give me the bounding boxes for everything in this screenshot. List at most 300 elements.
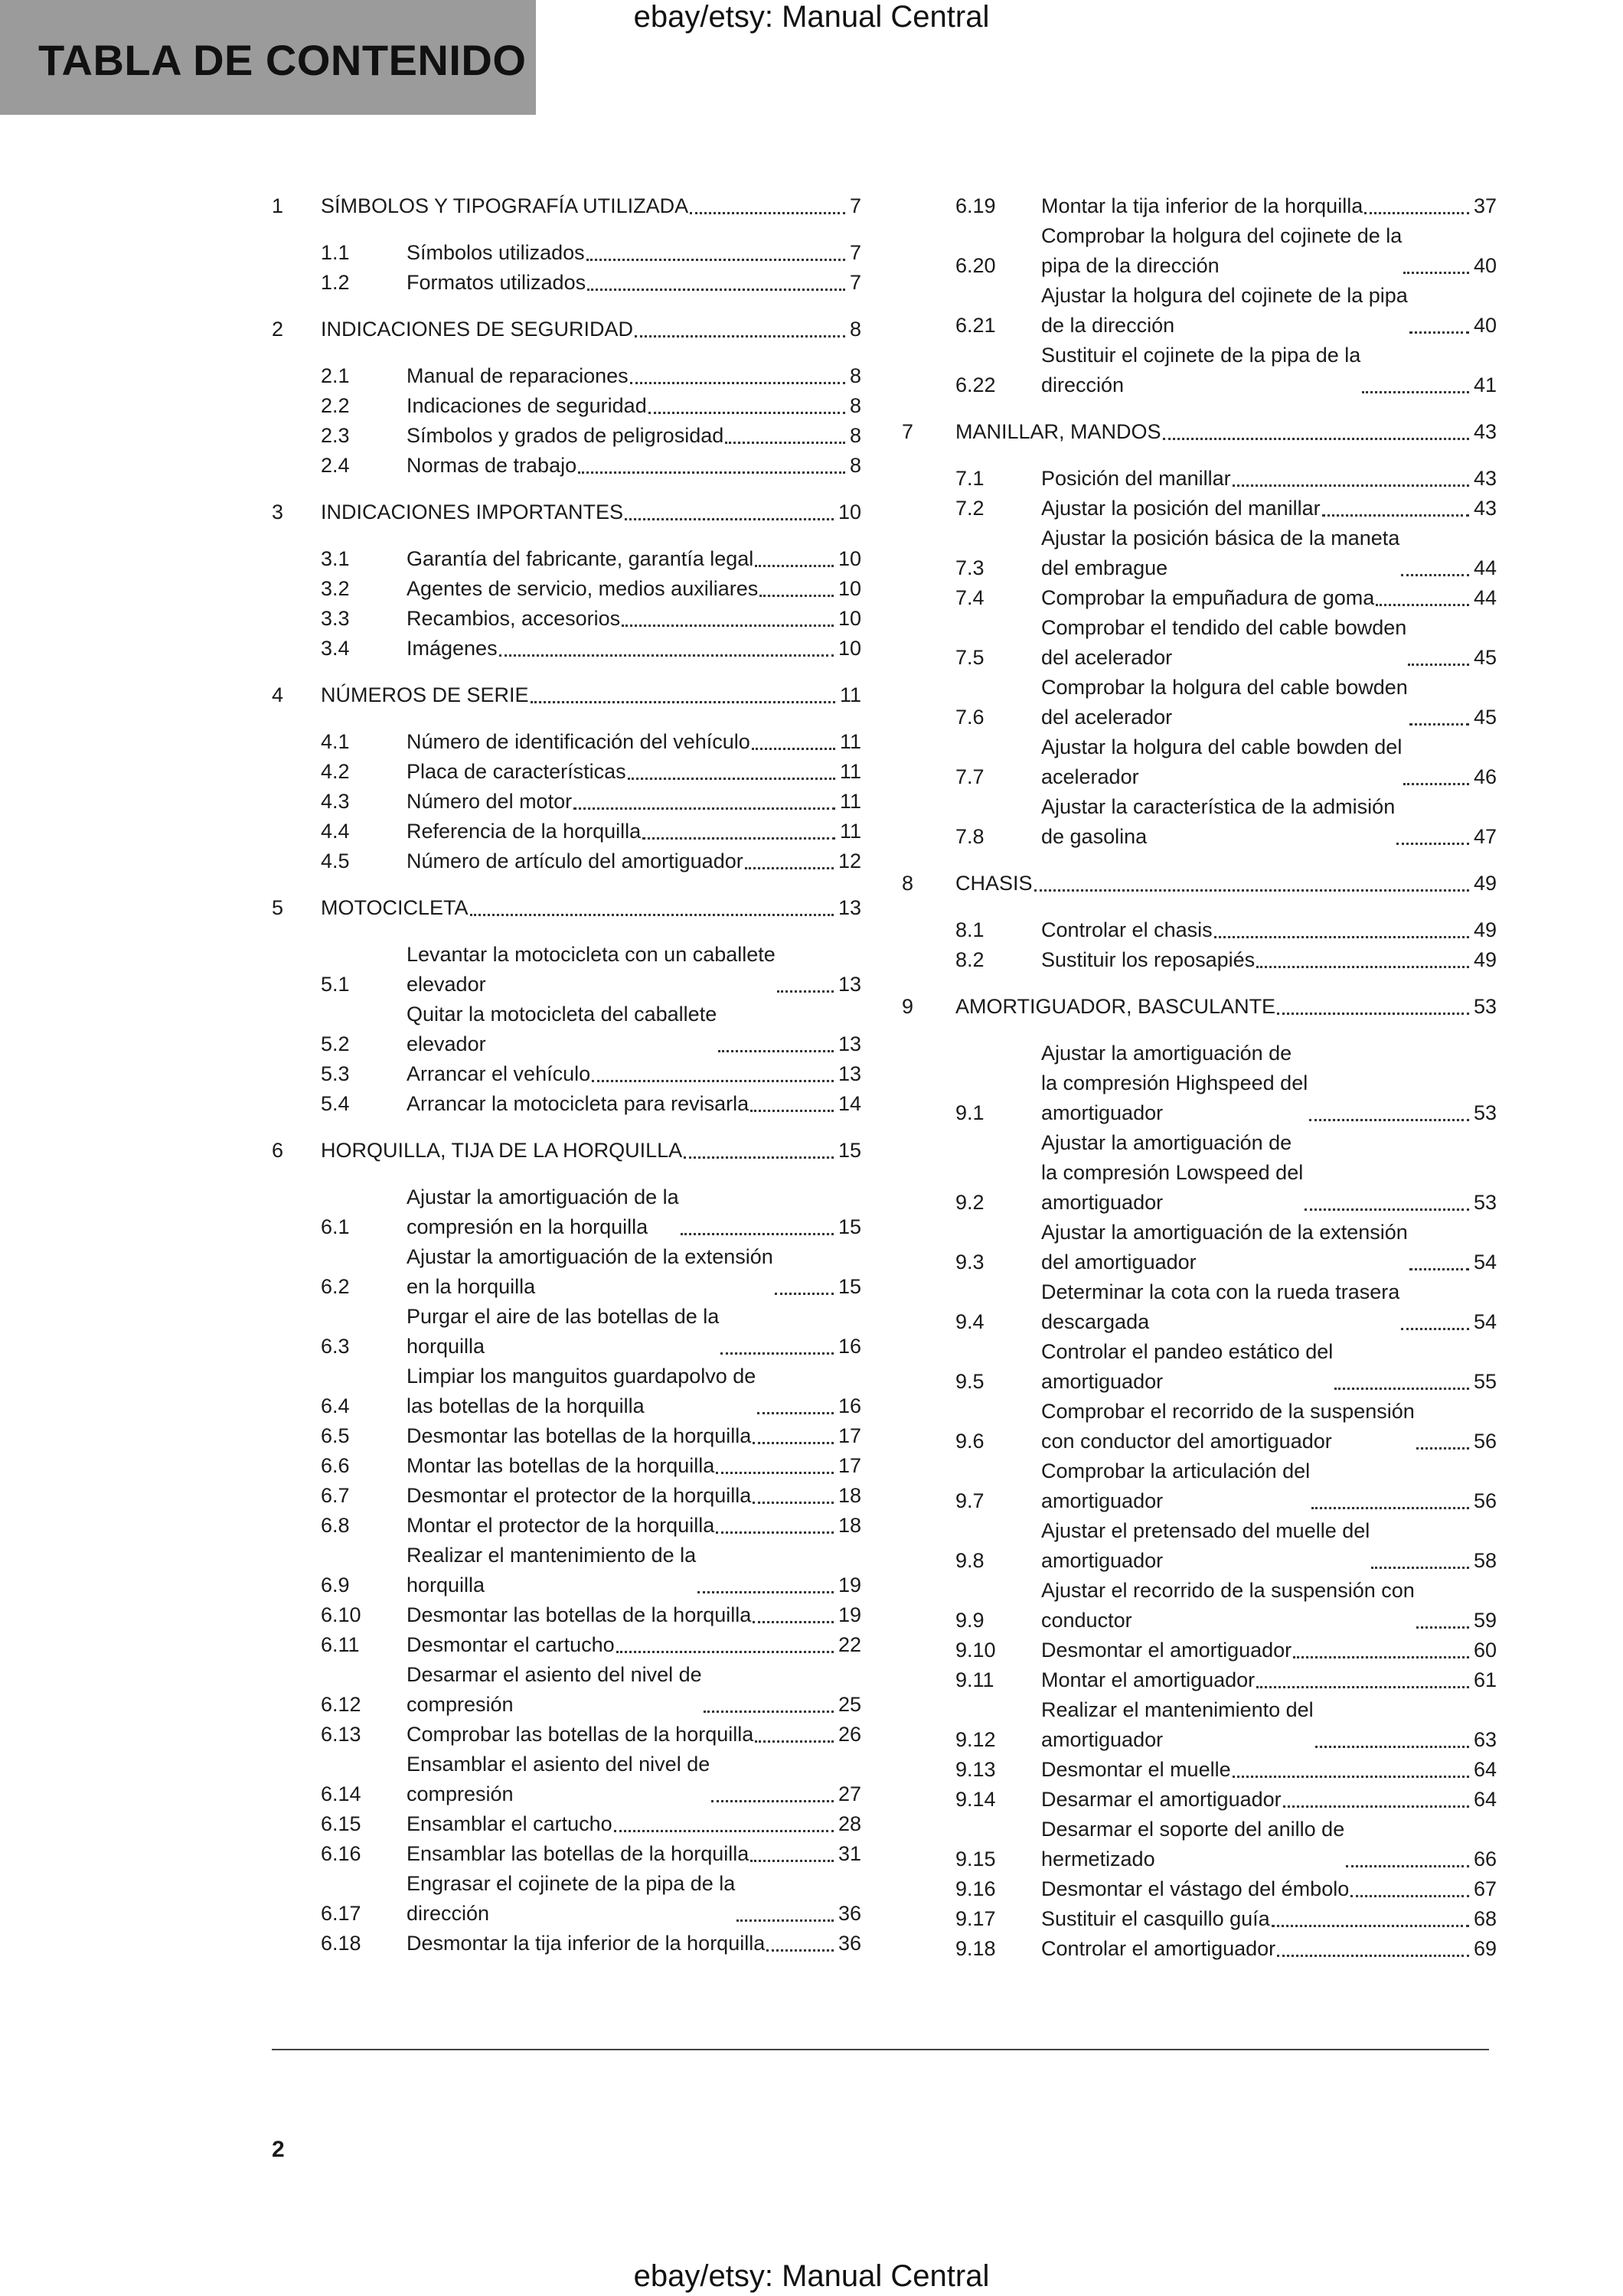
dot-leader [499,654,834,657]
toc-entry-title-line: amortiguador [1041,1489,1164,1512]
dot-leader [704,1711,834,1713]
toc-entry-title [321,893,469,923]
dot-leader [725,442,845,444]
toc-entry-page: 49 [1473,948,1497,971]
toc-entry-number: 4.4 [321,820,350,843]
toc-entry-page: 26 [838,1723,861,1746]
toc-section-entry[interactable] [272,1481,861,1511]
toc-entry-title-line: Ajustar la amortiguación de [1041,1131,1292,1154]
toc-entry-number: 6.8 [321,1514,350,1537]
toc-section-entry[interactable] [902,792,1497,852]
toc-entry-title-line: de gasolina [1041,825,1148,848]
toc-entry-title-line: en la horquilla [407,1275,536,1298]
toc-entry-title-line: Ajustar la característica de la admisión [1041,795,1396,818]
dot-leader [1214,936,1469,938]
toc-entry-title-line: dirección [407,1902,490,1925]
toc-section-entry[interactable] [902,1785,1497,1815]
dot-leader [628,778,835,780]
dot-leader [716,1531,834,1534]
toc-entry-title [1041,1218,1408,1277]
toc-entry-number: 9.13 [955,1758,996,1781]
toc-entry-title-line: Desarmar el amortiguador [1041,1788,1282,1811]
toc-entry-page: 10 [838,501,861,523]
dot-leader [1311,1507,1469,1509]
toc-entry-title [1041,732,1402,792]
toc-entry-page: 53 [1473,1101,1497,1124]
toc-entry-title [407,1451,714,1481]
toc-chapter-entry[interactable] [272,1136,861,1166]
toc-section-entry[interactable] [272,940,861,1000]
toc-section-entry[interactable] [902,1665,1497,1695]
toc-section-entry[interactable] [272,421,861,451]
toc-column-right [902,191,1497,1964]
toc-entry-number: 7.6 [955,706,985,729]
toc-entry-title [1041,221,1402,281]
toc-entry-title-line: AMORTIGUADOR, BASCULANTE [955,995,1276,1018]
toc-section-entry[interactable] [272,1929,861,1958]
toc-entry-title-line: Ensamblar las botellas de la horquilla [407,1842,749,1865]
toc-entry-page: 67 [1473,1877,1497,1900]
toc-entry-page: 54 [1473,1251,1497,1274]
toc-entry-title [321,680,529,710]
toc-entry-title-line: la compresión Highspeed del [1041,1071,1308,1094]
toc-entry-number: 6.1 [321,1215,350,1238]
toc-entry-title [321,315,633,344]
toc-section-entry[interactable] [902,281,1497,341]
toc-entry-number: 9.4 [955,1310,985,1333]
toc-entry-number: 9.9 [955,1609,985,1632]
toc-entry-title [407,1242,773,1302]
toc-entry-title [407,817,641,846]
toc-section-entry[interactable] [272,1541,861,1600]
toc-entry-page: 8 [849,394,861,417]
toc-section-entry[interactable] [902,1904,1497,1934]
toc-entry-title [407,1929,765,1958]
toc-section-entry[interactable] [902,1516,1497,1576]
dot-leader [684,1156,834,1159]
toc-entry-title-line: compresión [407,1782,514,1805]
toc-entry-page: 53 [1473,995,1497,1018]
toc-entry-page: 11 [839,790,861,813]
toc-section-entry[interactable] [272,1000,861,1059]
dot-leader [1293,1656,1469,1658]
dot-leader [1416,1626,1469,1629]
toc-entry-number: 6.12 [321,1693,361,1716]
toc-section-entry[interactable] [272,604,861,634]
toc-entry-number: 1.2 [321,271,350,294]
toc-section-entry[interactable] [272,574,861,604]
toc-chapter-entry[interactable] [272,315,861,344]
toc-section-entry[interactable] [272,1089,861,1119]
dot-leader [775,1293,834,1295]
page-title: TABLA DE CONTENIDO [38,36,527,84]
toc-entry-number: 4 [272,683,284,706]
toc-entry-title [407,1720,753,1750]
toc-entry-page: 13 [838,896,861,919]
toc-entry-title-line: Desmontar las botellas de la horquilla [407,1603,752,1626]
toc-section-entry[interactable] [272,451,861,481]
toc-entry-title-line: Normas de trabajo [407,454,577,477]
toc-column-left [272,191,861,1958]
toc-entry-number: 8.2 [955,948,985,971]
toc-section-entry[interactable] [902,583,1497,613]
toc-entry-page: 44 [1473,586,1497,609]
dot-leader [1408,664,1469,666]
toc-entry-page: 25 [838,1693,861,1716]
toc-entry-title [1041,1665,1255,1695]
toc-section-entry[interactable] [272,268,861,298]
toc-section-entry[interactable] [902,1277,1497,1337]
toc-section-entry[interactable] [272,361,861,391]
dot-leader [1403,272,1469,274]
toc-section-entry[interactable] [272,634,861,664]
toc-section-entry[interactable] [902,945,1497,975]
toc-entry-page: 49 [1473,918,1497,941]
toc-entry-title-line: Comprobar la holgura del cable bowden [1041,676,1408,699]
dot-leader [1309,1119,1469,1121]
toc-entry-number: 4.5 [321,850,350,872]
toc-entry-title-line: elevador [407,1032,486,1055]
toc-section-entry[interactable] [272,391,861,421]
toc-section-entry[interactable] [272,846,861,876]
dot-leader [753,1502,834,1504]
toc-section-entry[interactable] [272,1720,861,1750]
dot-leader [1376,604,1469,606]
toc-section-entry[interactable] [902,1397,1497,1456]
toc-section-entry[interactable] [902,341,1497,400]
toc-section-entry[interactable] [272,544,861,574]
toc-entry-number: 6.18 [321,1932,361,1955]
dot-leader [1272,1925,1469,1927]
toc-entry-number: 4.2 [321,760,350,783]
toc-entry-title [407,1089,749,1119]
toc-entry-title-line: elevador [407,973,486,996]
toc-entry-page: 10 [838,547,861,570]
dot-leader [642,837,835,840]
toc-entry-number: 5.4 [321,1092,350,1115]
toc-entry-title-line: Indicaciones de seguridad [407,394,647,417]
dot-leader [1256,966,1469,968]
toc-section-entry[interactable] [272,1059,861,1089]
toc-entry-number: 6.15 [321,1812,361,1835]
toc-entry-title-line: compresión [407,1693,514,1716]
toc-entry-number: 9.1 [955,1101,985,1124]
toc-section-entry[interactable] [902,494,1497,523]
toc-entry-title-line: Sustituir los reposapiés [1041,948,1256,971]
toc-section-entry[interactable] [272,1242,861,1302]
toc-entry-number: 8.1 [955,918,985,941]
dot-leader [573,807,835,810]
toc-section-entry[interactable] [902,613,1497,673]
toc-entry-title-line: Manual de reparaciones [407,364,629,387]
toc-section-entry[interactable] [902,1815,1497,1874]
toc-section-entry[interactable] [902,732,1497,792]
dot-leader [1034,889,1469,892]
toc-section-entry[interactable] [272,727,861,757]
toc-entry-number: 6.7 [321,1484,350,1507]
toc-entry-page: 8 [849,454,861,477]
toc-entry-page: 19 [838,1574,861,1596]
toc-entry-title-line: Levantar la motocicleta con un caballete [407,943,776,966]
toc-entry-title [407,361,629,391]
toc-entry-title [407,1182,679,1242]
toc-entry-page: 37 [1473,194,1497,217]
toc-entry-number: 5.1 [321,973,350,996]
toc-entry-title-line: Montar el amortiguador [1041,1668,1256,1691]
toc-entry-title [407,1302,719,1362]
toc-entry-page: 64 [1473,1758,1497,1781]
toc-entry-page: 47 [1473,825,1497,848]
toc-entry-number: 4.1 [321,730,350,753]
toc-entry-title-line: Referencia de la horquilla [407,820,642,843]
dot-leader [753,1621,834,1623]
toc-entry-page: 27 [838,1782,861,1805]
toc-entry-number: 4.3 [321,790,350,813]
toc-section-entry[interactable] [272,1421,861,1451]
toc-section-entry[interactable] [272,817,861,846]
toc-entry-title [1041,1277,1399,1337]
toc-entry-number: 9.8 [955,1549,985,1572]
toc-entry-page: 12 [838,850,861,872]
toc-entry-number: 9.3 [955,1251,985,1274]
toc-section-entry[interactable] [272,1630,861,1660]
dot-leader [681,1233,834,1235]
toc-entry-title-line: Comprobar el tendido del cable bowden [1041,616,1407,639]
toc-section-entry[interactable] [902,1636,1497,1665]
toc-section-entry[interactable] [902,1039,1497,1128]
toc-entry-title [1041,281,1408,341]
toc-entry-title [407,421,723,451]
toc-section-entry[interactable] [272,787,861,817]
toc-entry-title-line: Ajustar la posición básica de la maneta [1041,527,1400,550]
toc-entry-title-line: Desmontar las botellas de la horquilla [407,1424,752,1447]
toc-section-entry[interactable] [272,1839,861,1869]
toc-entry-title-line: hermetizado [1041,1848,1155,1870]
dot-leader [697,1591,834,1593]
toc-entry-title-line: INDICACIONES IMPORTANTES [321,501,624,523]
toc-entry-number: 9 [902,995,914,1018]
toc-section-entry[interactable] [902,1934,1497,1964]
dot-leader [1396,843,1469,845]
toc-entry-title [407,846,743,876]
toc-section-entry[interactable] [272,1302,861,1362]
toc-entry-page: 11 [839,683,861,706]
toc-section-entry[interactable] [902,1456,1497,1516]
dot-leader [635,335,845,338]
toc-entry-number: 6.17 [321,1902,361,1925]
toc-entry-number: 6 [272,1139,284,1162]
toc-entry-page: 59 [1473,1609,1497,1632]
dot-leader [531,701,835,703]
toc-entry-page: 11 [839,820,861,843]
toc-entry-number: 2.3 [321,424,350,447]
toc-entry-title-line: Desmontar el muelle [1041,1758,1231,1781]
toc-entry-title [1041,792,1395,852]
toc-chapter-entry[interactable] [902,417,1497,447]
toc-entry-title-line: Desarmar el soporte del anillo de [1041,1818,1345,1841]
toc-entry-number: 9.17 [955,1907,996,1930]
dot-leader [755,1740,834,1743]
dot-leader [736,1919,834,1922]
toc-section-entry[interactable] [902,1695,1497,1755]
toc-entry-title [1041,1815,1344,1874]
toc-entry-number: 8 [902,872,914,895]
toc-chapter-entry[interactable] [272,680,861,710]
toc-entry-page: 8 [849,318,861,341]
toc-entry-title-line: Controlar el chasis [1041,918,1213,941]
dot-leader [755,565,834,567]
toc-entry-title [407,268,586,298]
toc-section-entry[interactable] [272,1182,861,1242]
toc-entry-page: 10 [838,637,861,660]
toc-section-entry[interactable] [902,1874,1497,1904]
toc-section-entry[interactable] [902,221,1497,281]
toc-entry-page: 16 [838,1394,861,1417]
toc-chapter-entry[interactable] [902,869,1497,899]
toc-entry-title-line: del acelerador [1041,646,1173,669]
toc-entry-title-line: Realizar el mantenimiento del [1041,1698,1314,1721]
toc-entry-number: 9.7 [955,1489,985,1512]
toc-entry-page: 53 [1473,1191,1497,1214]
toc-entry-title-line: HORQUILLA, TIJA DE LA HORQUILLA [321,1139,683,1162]
toc-chapter-entry[interactable] [902,992,1497,1022]
dot-leader [716,1472,834,1474]
toc-entry-title-line: Controlar el pandeo estático del [1041,1340,1334,1363]
toc-section-entry[interactable] [902,1337,1497,1397]
dot-leader [1416,1447,1469,1450]
toc-entry-title [407,391,647,421]
toc-entry-page: 11 [839,730,861,753]
toc-section-entry[interactable] [902,915,1497,945]
toc-entry-title [1041,1785,1282,1815]
toc-entry-page: 40 [1473,254,1497,277]
toc-entry-title [407,1511,714,1541]
toc-entry-page: 22 [838,1633,861,1656]
toc-entry-title-line: Desarmar el asiento del nivel de [407,1663,702,1686]
dot-leader [586,259,845,261]
toc-chapter-entry[interactable] [272,497,861,527]
dot-leader [711,1800,834,1802]
toc-entry-page: 44 [1473,556,1497,579]
toc-entry-title-line: Formatos utilizados [407,271,586,294]
toc-section-entry[interactable] [272,1809,861,1839]
dot-leader [766,1949,834,1952]
dot-leader [1233,1776,1469,1778]
toc-entry-title [407,727,750,757]
page-number: 2 [272,2137,285,2162]
toc-chapter-entry[interactable] [272,893,861,923]
toc-entry-number: 6.2 [321,1275,350,1298]
toc-entry-number: 9.11 [955,1668,994,1691]
toc-entry-page: 15 [838,1215,861,1238]
toc-entry-title-line: Placa de características [407,760,626,783]
toc-entry-number: 9.2 [955,1191,985,1214]
toc-entry-title-line: amortiguador [1041,1101,1164,1124]
toc-entry-title-line: Ajustar la holgura del cable bowden del [1041,735,1403,758]
toc-entry-title [407,1600,751,1630]
toc-entry-number: 9.12 [955,1728,996,1751]
toc-entry-title [407,1059,590,1089]
toc-entry-title-line: INDICACIONES DE SEGURIDAD [321,318,634,341]
toc-entry-title [407,757,626,787]
toc-entry-title-line: Arrancar la motocicleta para revisarla [407,1092,749,1115]
toc-section-entry[interactable] [902,1755,1497,1785]
toc-entry-title [955,417,1161,447]
toc-section-entry[interactable] [272,1511,861,1541]
toc-section-entry[interactable] [272,757,861,787]
toc-section-entry[interactable] [272,1362,861,1421]
toc-entry-number: 5 [272,896,284,919]
toc-entry-title-line: conductor [1041,1609,1132,1632]
toc-section-entry[interactable] [272,1600,861,1630]
toc-section-entry[interactable] [272,1451,861,1481]
toc-entry-page: 18 [838,1484,861,1507]
toc-entry-page: 11 [839,760,861,783]
dot-leader [614,1830,834,1832]
toc-entry-title-line: las botellas de la horquilla [407,1394,645,1417]
dot-leader [470,914,834,916]
toc-entry-page: 68 [1473,1907,1497,1930]
toc-chapter-entry[interactable] [272,191,861,221]
toc-section-entry[interactable] [902,1218,1497,1277]
dot-leader [690,212,845,214]
toc-entry-number: 1 [272,194,284,217]
toc-entry-page: 13 [838,1062,861,1085]
toc-entry-page: 45 [1473,706,1497,729]
toc-entry-title-line: Número del motor [407,790,573,813]
toc-entry-title [407,1839,749,1869]
toc-entry-title-line: del acelerador [1041,706,1173,729]
dot-leader [1315,1746,1469,1748]
toc-entry-title-line: Montar las botellas de la horquilla [407,1454,715,1477]
dot-leader [625,518,834,520]
toc-entry-page: 13 [838,1032,861,1055]
toc-entry-title [1041,464,1231,494]
dot-leader [578,471,845,474]
toc-entry-page: 46 [1473,765,1497,788]
toc-entry-title [407,574,758,604]
toc-entry-title [407,787,572,817]
toc-section-entry[interactable] [272,238,861,268]
dot-leader [1401,574,1469,576]
toc-section-entry[interactable] [902,1576,1497,1636]
toc-entry-title-line: Desmontar el amortiguador [1041,1639,1292,1662]
toc-section-entry[interactable] [272,1660,861,1720]
toc-section-entry[interactable] [902,523,1497,583]
toc-section-entry[interactable] [902,191,1497,221]
toc-entry-page: 10 [838,607,861,630]
toc-entry-title-line: Imágenes [407,637,498,660]
toc-entry-title-line: del embrague [1041,556,1168,579]
toc-entry-number: 7.7 [955,765,985,788]
dot-leader [1334,1388,1469,1390]
toc-section-entry[interactable] [902,1128,1497,1218]
dot-leader [616,1651,834,1653]
toc-entry-page: 15 [838,1139,861,1162]
toc-section-entry[interactable] [902,673,1497,732]
toc-entry-page: 7 [849,241,861,264]
toc-entry-title [321,497,623,527]
dot-leader [752,748,835,750]
toc-section-entry[interactable] [902,464,1497,494]
toc-entry-title-line: Realizar el mantenimiento de la [407,1544,697,1567]
toc-entry-page: 49 [1473,872,1497,895]
dot-leader [753,1442,834,1444]
toc-entry-page: 56 [1473,1430,1497,1453]
toc-section-entry[interactable] [272,1869,861,1929]
toc-section-entry[interactable] [272,1750,861,1809]
toc-entry-title [407,1000,717,1059]
